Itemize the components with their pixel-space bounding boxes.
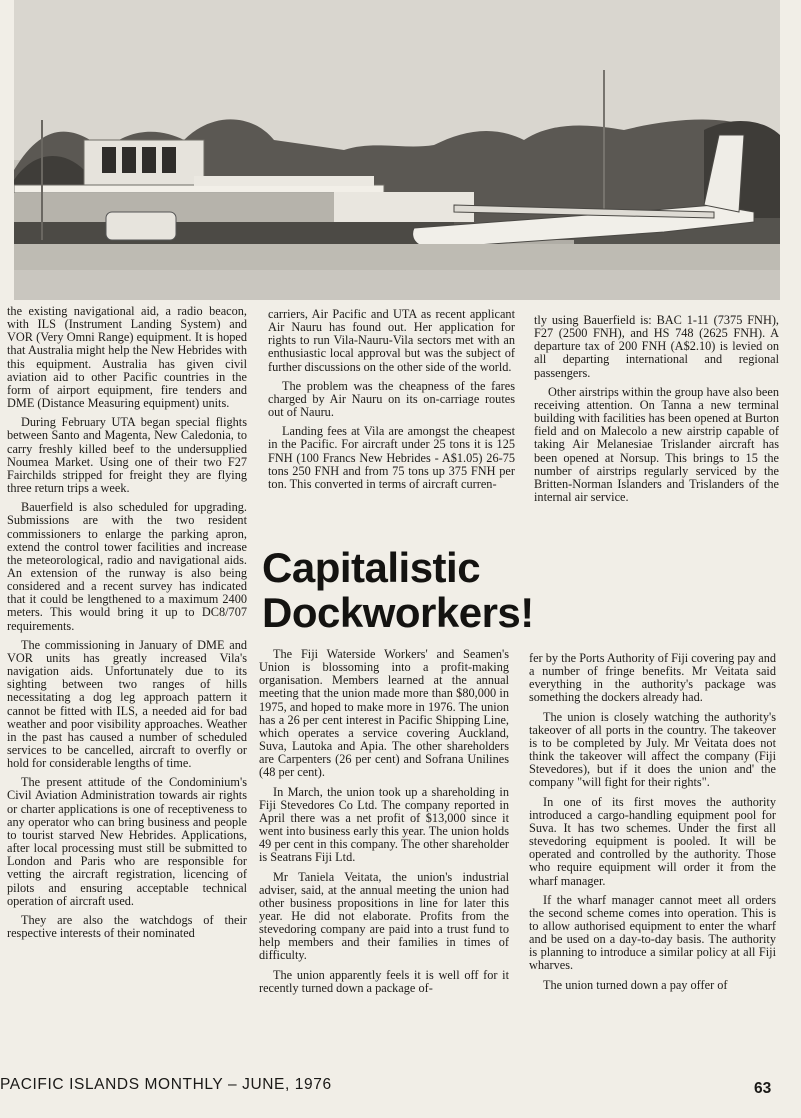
paragraph: In one of its first moves the authority introduced a cargo-handling equipment pool for Suva. It has two schemes. Under the first all stevedoring equipment is pooled. It will be operated and controlled by the authority. Those who require equipment will order it from the wharf manager.	[529, 794, 776, 888]
paragraph: the existing navigational aid, a radio beacon, with ILS (Instrument Landing System) and VOR (Very Omni Range) equipment. It is hoped that Australia might help the New Hebrides with this equipment. Australia has given civil aviation aid to other Pacific countries in the form of airport equipment, fire tenders and DME (Distance Measuring equipment) units.	[7, 304, 247, 411]
paragraph: During February UTA began special flights between Santo and Magenta, New Caledonia, to carry freshly killed beef to the undersupplied Noumea Market. Using one of their two F27 Fairchilds stripped for freight they are flying three return trips a week.	[7, 415, 247, 496]
paragraph: carriers, Air Pacific and UTA as recent applicant Air Nauru has found out. Her application for rights to run Vila-Nauru-Vila sectors met with an enthusiastic local approval but was the subject of further discussions on the other side of the world.	[268, 307, 515, 374]
page-number: 63	[754, 1080, 772, 1097]
paragraph: They are also the watchdogs of their respective interests of their nominated	[7, 912, 247, 941]
paragraph: The union turned down a pay offer of	[543, 977, 728, 992]
paragraph: The union apparently feels it is well off for it recently turned down a package of-	[259, 967, 509, 995]
publication-footer: PACIFIC ISLANDS MONTHLY – JUNE, 1976	[0, 1076, 332, 1093]
paragraph: The Fiji Waterside Workers' and Seamen's Union is blossoming into a profit-making organisation. Members learned at the annual meeting that the union made more than $80,000 in 1975, and hoped to make more in 1976. The union has a 26 per cent interest in Pacific Shipping Line, which operates a service covering Auckland, Suva, Lautoka and Apia. The other shareholders are Carpenters (26 per cent) and Sofrana Unilines (48 per cent).	[259, 647, 509, 780]
paragraph: Bauerfield is also scheduled for upgrading. Submissions are with the two resident commissioners to enlarge the parking apron, extend the control tower facilities and increase the meteorological, radio and navigational aids. An extension of the runway is also being considered and a recent survey has indicated that it could be lengthened to a maximum 2400 meters. This would bring it up to DC8/707 requirements.	[7, 500, 247, 633]
headline-line-2: Dockworkers!	[262, 589, 534, 636]
paragraph: Other airstrips within the group have also been receiving attention. On Tanna a new terminal building with facilities has been opened at Burton field and on Malecolo a new airstrip capable of taking Air Melanesiae Trislander aircraft has been opened at Norsup. This brings to 15 the number of airstrips regularly serviced by the Britten-Norman Islanders and Trislanders of the internal air service.	[534, 384, 779, 505]
paragraph: The problem was the cheapness of the fares charged by Air Nauru on its on-carriage routes out of Nauru.	[268, 378, 515, 420]
article1-column-3	[534, 314, 779, 510]
airport-photo	[14, 0, 780, 300]
paragraph: Landing fees at Vila are amongst the cheapest in the Pacific. For aircraft under 25 tons it is 125 FNH (100 Francs New Hebrides - A$1.05) 26-75 tons 250 FNH and from 75 tons up 375 FNH per ton. This converted in terms of aircraft curren-	[268, 424, 515, 491]
article1-column-2	[268, 308, 515, 497]
paragraph: The union is closely watching the authority's takeover of all ports in the country. The takeover is to be completed by July. Mr Veitata does not think the takeover will affect the company (Fiji Stevedores), but if it does the union and' the company "will fight for their rights".	[529, 709, 776, 790]
article1-column-1	[7, 305, 247, 946]
article2-column-1	[259, 648, 509, 1001]
paragraph: The commissioning in January of DME and VOR units has greatly increased Vila's navigation aids. Unfortunately due to its sighting between two ranges of hills necessitating a dog leg approach pattern it cannot be fitted with ILS, a needed aid for bad weather and poor visibility approaches. Weather in the past has caused a number of scheduled services to be cancelled, aircraft to overfly or hold for considerable lengths of time.	[7, 637, 247, 771]
paragraph: Mr Taniela Veitata, the union's industrial adviser, said, at the annual meeting the union had other business propositions in line for later this year. He did not elaborate. Profits from the stevedoring company are paid into a trust fund to help members and their families in times of difficulty.	[259, 869, 509, 963]
paragraph: tly using Bauerfield is: BAC 1-11 (7375 FNH), F27 (2500 FNH), and HS 748 (2625 FNH). A departure tax of 200 FNH (A$2.10) is levied on all departing international and regional passengers.	[534, 313, 779, 380]
paragraph: If the wharf manager cannot meet all orders the second scheme comes into operation. This is to allow authorised equipment to enter the wharf and be used on a day-to-day basis. The authority is planning to introduce a similar policy at all Fiji wharves.	[529, 892, 776, 973]
paragraph: The present attitude of the Condominium's Civil Aviation Administration towards air rights or charter applications is one of receptiveness to any operator who can bring business and people to tourist starved New Hebrides. Applications, after local processing must still be submitted to London and Paris who are responsible for vetting the aircraft registration, licencing of pilots and ensuring acceptable technical operation of aircraft used.	[7, 775, 247, 908]
paragraph: In March, the union took up a shareholding in Fiji Stevedores Co Ltd. The company reported in April there was a net profit of $13,000 since it went into business early this year. The union holds 49 per cent in this company. The other shareholder is Seatrans Fiji Ltd.	[259, 784, 509, 865]
article-headline	[262, 545, 782, 635]
article2-column-2	[529, 652, 776, 998]
paragraph: fer by the Ports Authority of Fiji covering pay and a number of fringe benefits. Mr Veitata said everything in the authority's package was something the dockers already had.	[529, 651, 776, 705]
headline-line-1: Capitalistic	[262, 544, 481, 591]
